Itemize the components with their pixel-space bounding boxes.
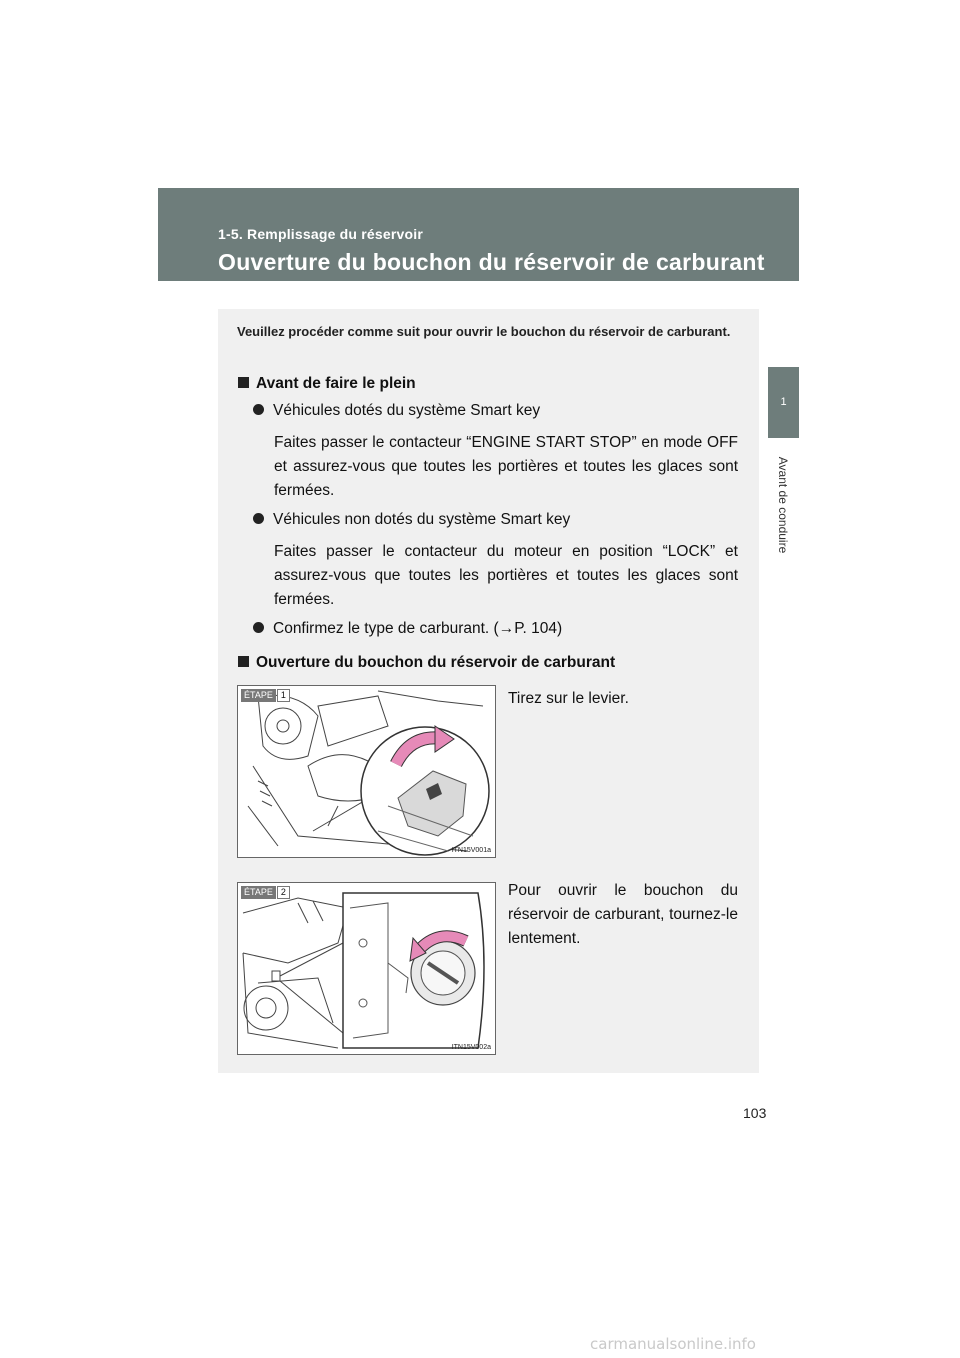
before-filling-heading	[238, 375, 416, 393]
fuel-cap-illustration	[238, 883, 497, 1056]
page-number: 103	[743, 1105, 767, 1121]
step-1-figure	[237, 685, 496, 858]
page-title: Ouverture du bouchon du réservoir de carburant	[218, 249, 765, 275]
bullet-item	[253, 511, 570, 529]
step-label: ÉTAPE	[241, 689, 276, 702]
content-panel	[218, 309, 759, 1073]
bullet-item	[253, 402, 540, 420]
square-bullet-icon	[238, 377, 249, 388]
step-badge	[241, 689, 290, 702]
car-interior-illustration	[238, 686, 497, 859]
before-filling-title: Avant de faire le plein	[256, 375, 416, 392]
bullet-text: Véhicules dotés du système Smart key	[273, 402, 541, 419]
opening-heading	[238, 654, 615, 672]
figure-code: ITN15V002a	[451, 1044, 491, 1051]
watermark: carmanualsonline.info	[590, 1335, 756, 1353]
intro-text: Veuillez procéder comme suit pour ouvrir le bouchon du réservoir de carburant.	[237, 324, 731, 339]
chapter-tab[interactable]: 1	[768, 367, 799, 438]
bullet-paragraph: Faites passer le contacteur du moteur en position “LOCK” et assurez-vous que toutes les portières et toutes les glaces sont fermées.	[274, 543, 738, 608]
step-label: ÉTAPE	[241, 886, 276, 899]
step-2-text: Pour ouvrir le bouchon du réservoir de carburant, tournez-le lentement.	[508, 882, 738, 947]
chapter-label-text: Avant de conduire	[776, 456, 790, 554]
square-bullet-icon	[238, 656, 249, 667]
circle-bullet-icon	[253, 513, 264, 524]
figure-code: ITN15V001a	[451, 847, 491, 854]
circle-bullet-icon	[253, 404, 264, 415]
step-1-text: Tirez sur le levier.	[508, 690, 629, 707]
bullet-text: Véhicules non dotés du système Smart key	[273, 511, 571, 528]
step-number: 1	[277, 689, 290, 702]
opening-title: Ouverture du bouchon du réservoir de carburant	[256, 654, 616, 671]
circle-bullet-icon	[253, 622, 264, 633]
section-label: 1-5. Remplissage du réservoir	[218, 226, 423, 242]
step-badge	[241, 886, 290, 899]
step-2-figure	[237, 882, 496, 1055]
step-number: 2	[277, 886, 290, 899]
bullet-text: Confirmez le type de carburant. (→P. 104)	[273, 620, 563, 637]
bullet-item	[253, 620, 562, 638]
bullet-paragraph: Faites passer le contacteur “ENGINE START STOP” en mode OFF et assurez-vous que toutes les portières et toutes les glaces sont fermées.	[274, 434, 738, 499]
section-header	[158, 188, 799, 281]
